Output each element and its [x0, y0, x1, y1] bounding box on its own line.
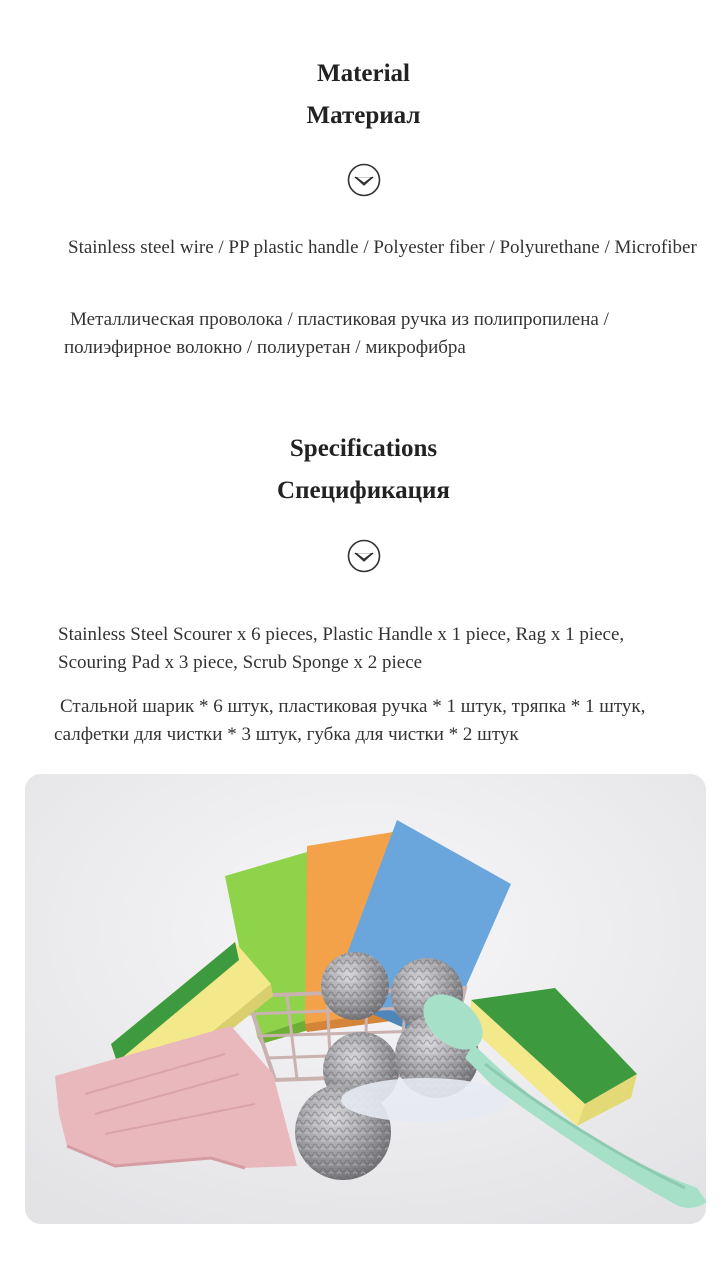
- chevron-down-circle-icon: [347, 163, 381, 197]
- product-photo: [25, 774, 706, 1224]
- material-title-ru: Материал: [306, 102, 421, 129]
- specifications-text-en: Stainless Steel Scourer x 6 pieces, Plastic Handle x 1 piece, Rag x 1 piece, Scouring Pad x 3 piece, Scrub Sponge x 2 piece: [58, 624, 625, 673]
- material-title-en: Material: [316, 60, 410, 87]
- material-text-ru: Металлическая проволока / пластиковая ручка из полипропилена / полиэфирное волокно / полиуретан / микрофибра: [64, 309, 609, 358]
- specifications-text-ru: Стальной шарик * 6 штук, пластиковая ручка * 1 штук, тряпка * 1 штук, салфетки для чистки * 3 штук, губка для чистки * 2 штук: [54, 696, 646, 745]
- specifications-title-en: Specifications: [289, 435, 438, 462]
- material-text-en: Stainless steel wire / PP plastic handle / Polyester fiber / Polyurethane / Microfiber: [68, 237, 697, 258]
- cleaning-set-illustration: [25, 774, 706, 1224]
- specifications-title-ru: Спецификация: [277, 477, 450, 504]
- chevron-down-circle-icon: [347, 539, 381, 573]
